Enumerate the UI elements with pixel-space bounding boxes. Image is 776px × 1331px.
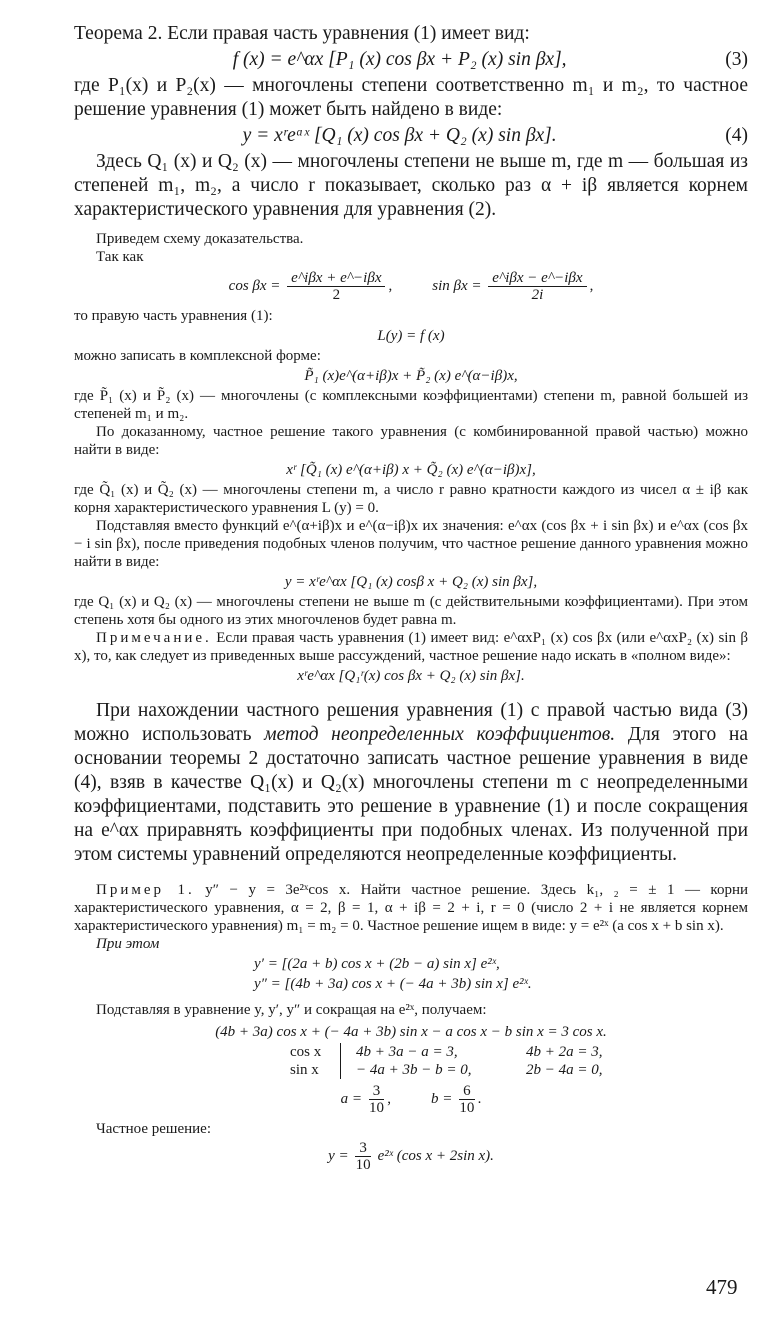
value-a-fraction [369, 1083, 385, 1116]
method-term: метод неопределенных коэффициентов. [264, 724, 616, 745]
system-bar [340, 1061, 356, 1079]
system-eq-sin-2: 2b − 4a = 0, [526, 1062, 603, 1078]
formula-ly: L(y) = f (x) [377, 328, 445, 344]
value-a-num: 3 [369, 1083, 385, 1100]
answer-lhs: y = [328, 1147, 349, 1164]
formula-y-real: y = xʳe^αx [Q₁ (x) cosβ x + Q₂ (x) sin βx], [284, 574, 538, 590]
answer-formula [74, 1140, 748, 1173]
cos-fraction [287, 270, 385, 303]
equation-number-4: (4) [725, 125, 748, 146]
sin-numerator: e^iβx − e^−iβx [488, 270, 586, 287]
note-label: Примечание. [96, 630, 212, 646]
value-b-num: 6 [459, 1083, 475, 1100]
proof-line-9: где Q₁ (x) и Q₂ (x) — многочлены степени не выше m (с действительными коэффициентами). При этом степень хотя бы одного из этих многочленов будет равна m. [74, 594, 748, 628]
example-paragraph [74, 881, 748, 935]
answer-den: 10 [355, 1157, 371, 1173]
derivative-1: y′ = [(2a + b) cos x + (2b − a) sin x] e²ˣ, [254, 956, 500, 972]
example-subst: Подставляя в уравнение y, y′, y″ и сокращая на e²ˣ, получаем: [96, 1002, 487, 1018]
system-eq-cos-2: 4b + 2a = 3, [526, 1044, 603, 1060]
proof-line-5: где P̃₁ (x) и P̃₂ (x) — многочлены (с комплексными коэффициентами) степени m, равной большей из степеней m₁ и m₂. [74, 388, 748, 422]
page-number: 479 [706, 1275, 738, 1299]
note-paragraph [74, 629, 748, 665]
answer-rhs: e²ˣ (cos x + 2sin x). [377, 1147, 494, 1164]
euler-formulas [74, 270, 748, 303]
value-b-lhs: b = [431, 1090, 453, 1107]
system-eq-sin-1: − 4a + 3b − b = 0, [356, 1062, 472, 1078]
theorem-text-2: где P₁(x) и P₂(x) — многочлены степени соответственно m₁ и m₂, то частное решение уравнения (1) может быть найдено в виде: [74, 75, 748, 120]
note-text: Если правая часть уравнения (1) имеет вид: e^αxP₁ (x) cos βx (или e^αxP₂ (x) sin β x), то, как следует из приведенных выше рассуждений, частное решение надо искать в «полном виде»: [74, 630, 749, 664]
example-text: y″ − y = 3e²ˣcos x. Найти частное решение. Здесь k₁, ₂ = ± 1 — корни характеристического уравнения, α = 2, β = 1, α + iβ = 2 + i, r = 0 (число 2 + i не является корнем характеристического уравнения) m₁ = m₂ = 0. Частное решение ищем в виде: y = e²ˣ (a cos x + b sin x). [74, 882, 749, 934]
formula-complex: P̃₁ (x)e^(α+iβ)x + P̃₂ (x) e^(α−iβ)x, [304, 368, 518, 384]
proof-line-2: Так как [96, 249, 144, 265]
sin-formula: sin βx = $\frac{\text{e\textasciicircum{}iβx − e\textasciicircum{}−iβx}}{2i}$ , [432, 270, 594, 303]
proof-line-1: Приведем схему доказательства. [96, 231, 304, 247]
derivative-2: y″ = [(4b + 3a) cos x + (− 4a + 3b) sin x] e²ˣ. [254, 976, 532, 992]
partial-solution-label: Частное решение: [96, 1121, 211, 1137]
formula-qtilde: xʳ [Q̃₁ (x) e^(α+iβ) x + Q̃₂ (x) e^(α−iβ)x], [286, 462, 536, 478]
proof-line-8: Подставляя вместо функций e^(α+iβ)x и e^(α−iβ)x их значения: e^αx (cos βx + i sin βx) и e^αx (cos βx − i sin βx), после приведения подобных членов получим, что частное решение данного уравнения можно найти в виде: [74, 518, 748, 570]
equation-number-3: (3) [725, 49, 748, 70]
system-var-cos: cos x [290, 1044, 322, 1060]
coefficient-values [74, 1083, 748, 1116]
value-a: a = $\frac{3}{10}$ , [340, 1083, 391, 1116]
proof-section [74, 230, 748, 685]
cos-denominator: 2 [332, 287, 341, 303]
cos-numerator: e^iβx + e^−iβx [287, 270, 385, 287]
sin-lhs: sin βx = [432, 277, 482, 294]
example-section [74, 881, 748, 1173]
theorem-text-3: Здесь Q₁ (x) и Q₂ (x) — многочлены степени не выше m, где m — большая из степеней m₁, m₂, а число r показывает, сколько раз α + iβ является корнем характеристического уравнения для уравнения (2). [74, 151, 748, 220]
proof-line-3: то правую часть уравнения (1): [74, 308, 273, 324]
value-b-fraction [459, 1083, 475, 1116]
formula-full: xʳe^αx [Q₁ʳ(x) cos βx + Q₂ (x) sin βx]. [297, 668, 525, 684]
cos-formula: cos βx = $\frac{\text{e\textasciicircum{}iβx + e\textasciicircum{}−iβx}}{2}$ , [228, 270, 393, 303]
cos-lhs: cos βx = [228, 277, 281, 294]
answer-fraction [355, 1140, 371, 1173]
formula-4-expr: y = xʳeᵅˣ [Q₁ (x) cos βx + Q₂ (x) sin βx]. [242, 125, 557, 146]
formula-3-expr: f (x) = e^αx [P₁ (x) cos βx + P₂ (x) sin βx], [232, 49, 567, 70]
proof-line-4: можно записать в комплексной форме: [74, 348, 321, 364]
system-eq-cos-1: 4b + 3a − a = 3, [356, 1044, 458, 1060]
method-text-after: Для этого на основании теоремы 2 достаточно записать частное решение уравнения в виде (4), взяв в качестве Q₁(x) и Q₂(x) многочлены степени m с неопределенными коэффициентами, подставить это решение в уравнение (1) и после сокращения на e^αx приравнять коэффициенты при подобных членах. Из полученной при этом системы уравнений определяются неопределенные коэффициенты. [74, 724, 748, 865]
sin-fraction [488, 270, 586, 303]
example-when: При этом [96, 936, 160, 952]
answer-num: 3 [355, 1140, 371, 1157]
value-b: b = $\frac{6}{10}$ . [431, 1083, 482, 1116]
example-label: Пример 1. [96, 882, 195, 898]
system-bar [340, 1043, 356, 1061]
method-paragraph [74, 699, 748, 867]
proof-line-6: По доказанному, частное решение такого уравнения (с комбинированной правой частью) можно найти в виде: [74, 424, 748, 458]
method-text-before: При нахождении частного решения уравнения (1) с правой частью вида (3) можно использовать [74, 700, 748, 745]
proof-line-7: где Q̃₁ (x) и Q̃₂ (x) — многочлены степени m, а число r равно кратности каждого из чисел α ± iβ как корня характеристического уравнения L (y) = 0. [74, 482, 748, 516]
value-a-lhs: a = [340, 1090, 362, 1107]
formula-3 [74, 48, 748, 72]
system-var-sin: sin x [290, 1062, 319, 1078]
value-a-den: 10 [369, 1100, 384, 1116]
theorem-intro: Теорема 2. Если правая часть уравнения (1) имеет вид: [74, 23, 530, 44]
coefficient-system [290, 1043, 748, 1079]
formula-4 [74, 124, 748, 148]
value-b-den: 10 [459, 1100, 475, 1116]
sin-denominator: 2i [531, 287, 544, 303]
equation-main: (4b + 3a) cos x + (− 4a + 3b) sin x − a cos x − b sin x = 3 cos x. [215, 1024, 607, 1040]
